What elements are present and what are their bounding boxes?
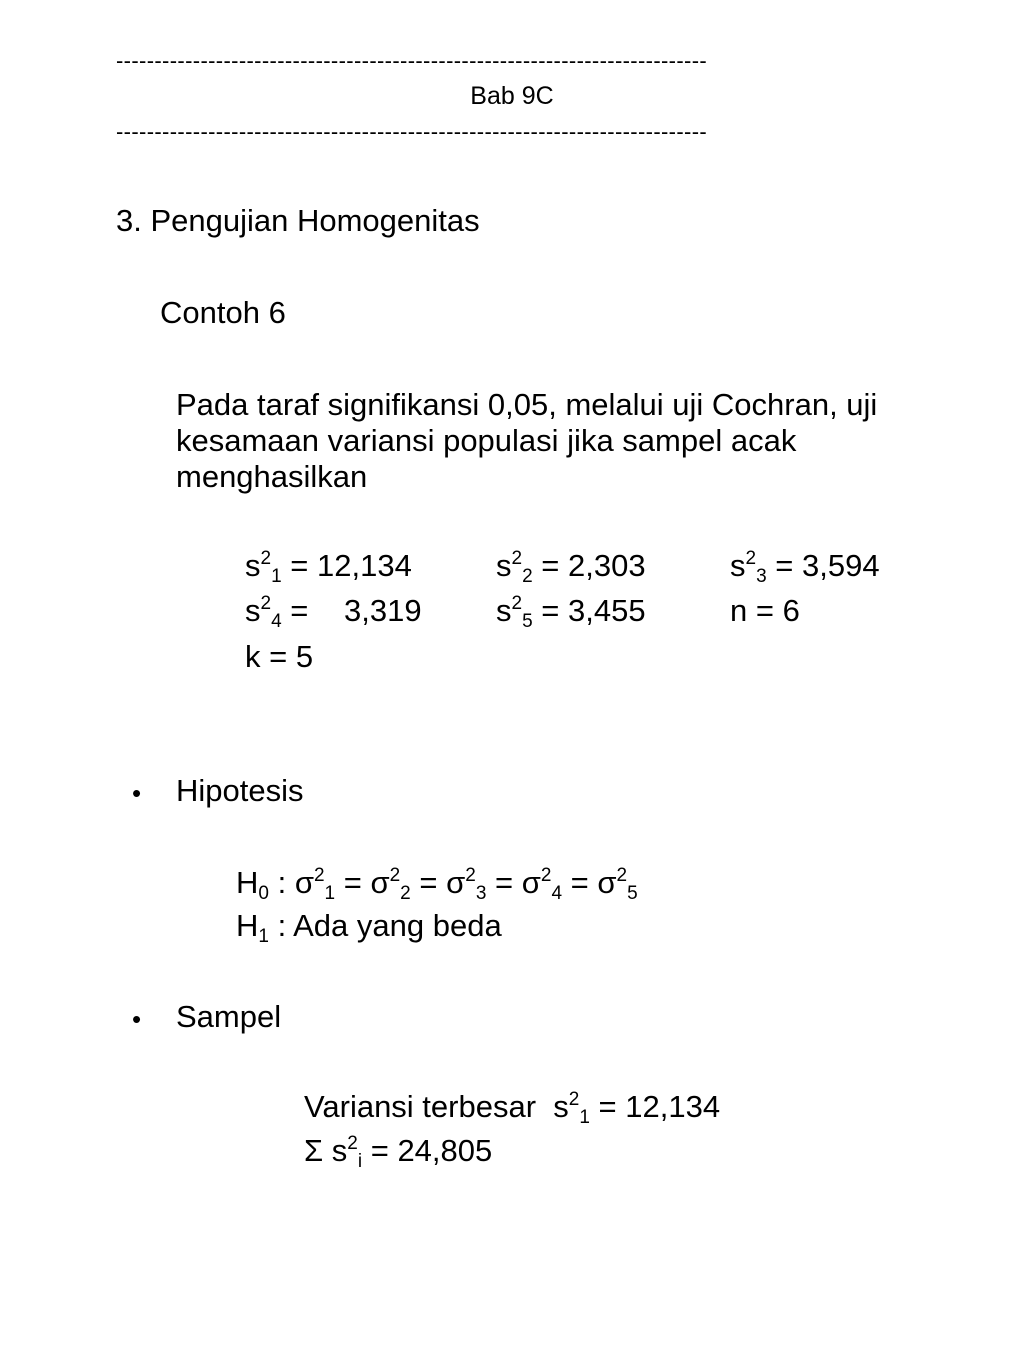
example-title: Contoh 6 bbox=[160, 295, 286, 330]
variance-5: $s^2_5 = 3,455$ bbox=[496, 593, 646, 632]
hypothesis-h1: $H_1$ : Ada yang beda bbox=[236, 908, 502, 947]
bullet-sample-marker: • bbox=[132, 1004, 142, 1034]
variance-2: $s^2_2 = 2,303$ bbox=[496, 548, 646, 587]
header-rule-bottom: ----------------------------------------------------------------------------- bbox=[116, 119, 708, 144]
header-rule-top: ----------------------------------------------------------------------------- bbox=[116, 48, 708, 73]
section-title: 3. Pengujian Homogenitas bbox=[116, 203, 480, 238]
largest-variance: Variansi terbesar $s^2_1 = 12,134$ bbox=[304, 1089, 721, 1128]
variance-sum: Σ $s^2_i = 24,805$ bbox=[304, 1133, 493, 1172]
group-count-k: k = 5 bbox=[245, 639, 314, 674]
bullet-hypothesis-marker: • bbox=[132, 778, 142, 808]
hypothesis-h0: $H_0$ : $\sigma^2_1 = \sigma^2_2 = \sigma^2_3 = \sigma^2_4 = \sigma^2_5$ bbox=[236, 865, 638, 904]
chapter-title: Bab 9C bbox=[470, 82, 554, 110]
sample-size-n: n = 6 bbox=[730, 593, 800, 628]
variance-1: $s^2_1 = 12,134$ bbox=[245, 548, 412, 587]
variance-4: $s^2_4$ = bbox=[245, 593, 317, 632]
sample-heading: Sampel bbox=[176, 999, 282, 1034]
hypothesis-heading: Hipotesis bbox=[176, 773, 304, 808]
variance-3: $s^2_3 = 3,594$ bbox=[730, 548, 880, 587]
variance-4-value: 3,319 bbox=[344, 593, 422, 628]
problem-text: Pada taraf signifikansi 0,05, melalui uji Cochran, uji kesamaan variansi populasi jika sampel acak menghasilkan bbox=[176, 387, 878, 494]
